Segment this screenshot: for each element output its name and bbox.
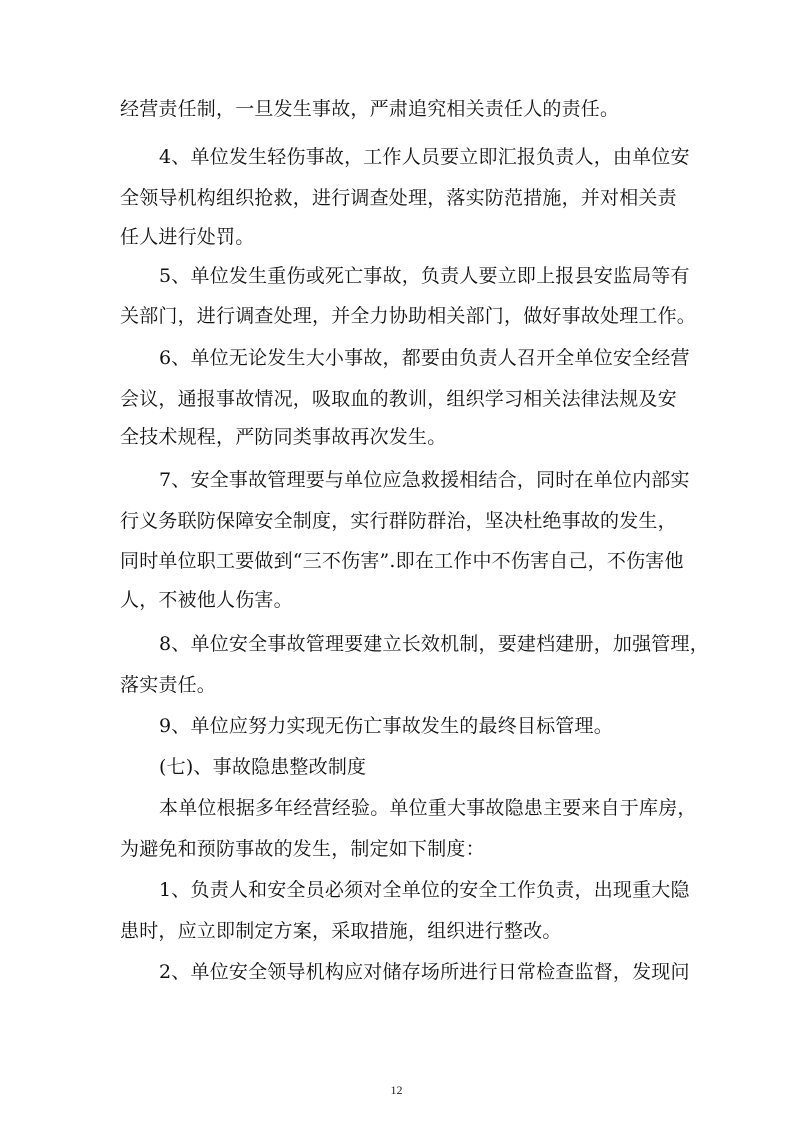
text-line: 经营责任制，一旦发生事故，严肃追究相关责任人的责任。 xyxy=(120,98,620,120)
text-line: 9、单位应努力实现无伤亡事故发生的最终目标管理。 xyxy=(159,715,613,737)
text-line: 患时，应立即制定方案，采取措施，组织进行整改。 xyxy=(120,920,562,942)
text-line: 全领导机构组织抢救，进行调查处理，落实防范措施，并对相关责 xyxy=(120,187,677,209)
text-line: 7、安全事故管理要与单位应急救援相结合，同时在单位内部实 xyxy=(159,469,690,491)
text-line: 6、单位无论发生大小事故，都要由负责人召开全单位安全经营 xyxy=(159,347,690,369)
text-line: 1、负责人和安全员必须对全单位的安全工作负责，出现重大隐 xyxy=(159,879,690,901)
text-line: 本单位根据多年经营经验。单位重大事故隐患主要来自于库房， xyxy=(159,797,697,819)
text-line: 人，不被他人伤害。 xyxy=(120,589,293,611)
text-line: 行义务联防保障安全制度，实行群防群治，坚决杜绝事故的发生， xyxy=(120,510,677,532)
text-line: 任人进行处罚。 xyxy=(120,226,255,248)
text-line: 落实责任。 xyxy=(120,674,217,696)
text-line: 为避免和预防事故的发生，制定如下制度： xyxy=(120,838,485,860)
text-line: 2、单位安全领导机构应对储存场所进行日常检查监督，发现问 xyxy=(159,961,690,983)
text-line: 8、单位安全事故管理要建立长效机制，要建档建册，加强管理， xyxy=(159,633,709,655)
text-line: 4、单位发生轻伤事故，工作人员要立即汇报负责人，由单位安 xyxy=(159,146,690,168)
text-line: 全技术规程，严防同类事故再次发生。 xyxy=(120,426,447,448)
text-line: 关部门，进行调查处理，并全力协助相关部门，做好事故处理工作。 xyxy=(120,305,697,327)
section-heading: (七)、事故隐患整改制度 xyxy=(159,756,367,778)
page-number: 12 xyxy=(390,1083,403,1097)
text-line: 会议，通报事故情况，吸取血的教训，组织学习相关法律法规及安 xyxy=(120,388,677,410)
text-line: 同时单位职工要做到“三不伤害”.即在工作中不伤害自己，不伤害他 xyxy=(120,550,684,572)
text-line: 5、单位发生重伤或死亡事故，负责人要立即上报县安监局等有 xyxy=(159,265,690,287)
